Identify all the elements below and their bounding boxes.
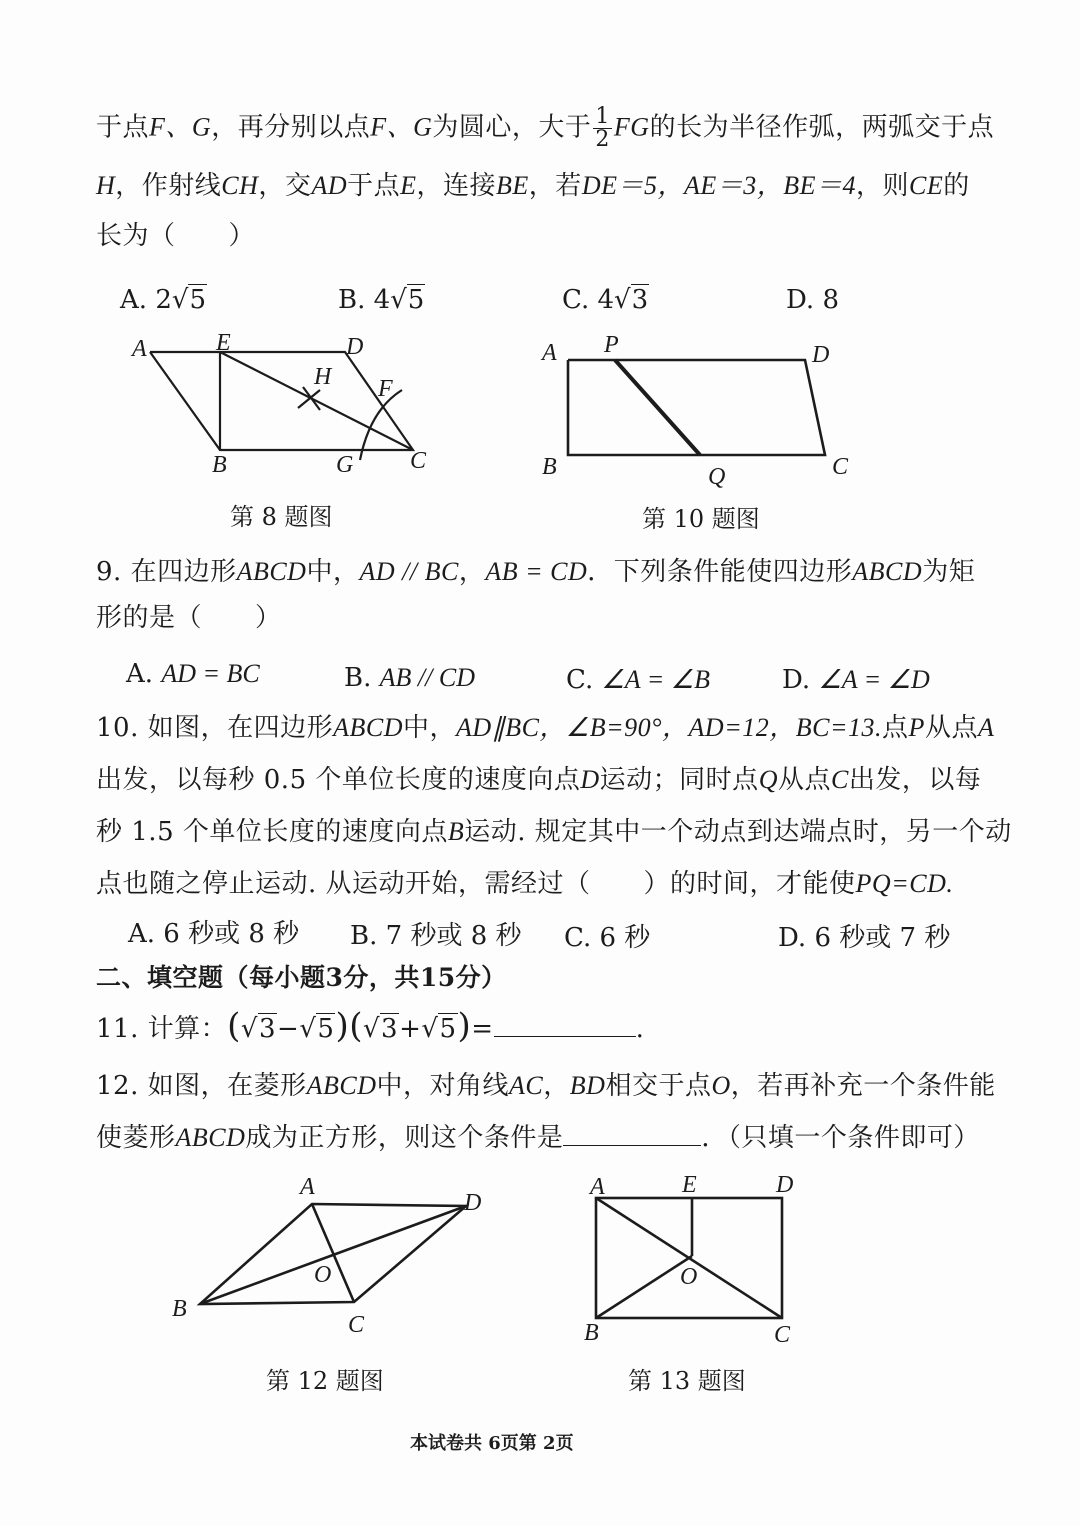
text: 出发，以每秒 0.5 个单位长度的速度向点: [96, 765, 581, 795]
label-a: A: [542, 340, 557, 366]
label-a: A: [590, 1174, 605, 1200]
operator: −: [277, 1014, 300, 1044]
q8-option-d: [786, 282, 839, 318]
label-d: D: [776, 1172, 794, 1198]
label-c: C: [410, 448, 427, 474]
radicand: 3: [631, 285, 649, 315]
operator: =: [471, 1014, 494, 1044]
q8-option-a: [120, 282, 207, 318]
label-p: P: [604, 332, 619, 358]
math: CE: [909, 171, 944, 200]
option-expr: AD = BC: [161, 659, 260, 688]
figure-8-caption: 第 8 题图: [230, 503, 333, 531]
text: 11. 计算：: [96, 1014, 228, 1044]
label-f: F: [378, 376, 393, 402]
figure-12-caption: 第 12 题图: [266, 1367, 384, 1395]
math: E: [400, 171, 417, 200]
fraction-numerator: 1: [595, 104, 610, 129]
figure-13-caption: 第 13 题图: [628, 1367, 746, 1395]
math: F、G: [149, 112, 212, 142]
sqrt: √5: [421, 1014, 457, 1044]
label-c: C: [832, 454, 849, 480]
label-q: Q: [708, 464, 726, 490]
q8-line-1: [96, 106, 1026, 151]
label-e: E: [216, 330, 231, 356]
text: 于点: [347, 171, 401, 201]
text: 10. 如图，在四边形: [96, 713, 334, 743]
math: ABCD: [236, 557, 307, 586]
text: .: [635, 1014, 645, 1044]
answer-blank[interactable]: [563, 1145, 701, 1146]
q10-line-3: [96, 814, 1026, 850]
math: F、G: [370, 112, 433, 142]
text: 从点: [777, 765, 831, 795]
q9-line-2: 形的是（ ）: [96, 603, 282, 633]
option-expr: AB // CD: [379, 663, 475, 692]
math: AD∥BC，∠B=90°，AD=12，BC=13.: [456, 713, 883, 742]
math: A: [977, 713, 995, 742]
option-label: C.: [566, 665, 594, 695]
math: B: [447, 817, 465, 846]
label-d: D: [464, 1190, 482, 1216]
text: 于点: [96, 112, 150, 143]
q8-line-3: 长为（ ）: [96, 221, 256, 251]
label-d: D: [812, 342, 830, 368]
q8-option-c: [562, 282, 649, 318]
option-value: 8: [822, 285, 839, 315]
label-g: G: [336, 452, 354, 478]
q9-option-a: [126, 656, 260, 692]
text: 为圆心，大于: [432, 112, 592, 143]
text: ，再分别以点: [211, 112, 371, 143]
label-b: B: [584, 1320, 599, 1346]
math: O: [711, 1071, 731, 1100]
label-b: B: [542, 454, 557, 480]
text: 的: [943, 171, 970, 201]
radicand: 5: [407, 285, 425, 315]
text: 为矩: [922, 557, 976, 587]
q10-line-2: [96, 762, 1026, 798]
q10-option-b: B. 7 秒或 8 秒: [350, 921, 522, 951]
math: BD: [569, 1071, 606, 1100]
text: 中，对角线: [376, 1071, 510, 1101]
q10-option-a: A. 6 秒或 8 秒: [128, 919, 300, 949]
label-o: O: [314, 1262, 332, 1288]
sqrt: √3: [240, 1014, 277, 1044]
math: Q: [758, 765, 778, 794]
q9-line-1: [96, 554, 1026, 590]
radicand: 5: [189, 285, 206, 315]
q10-line-4: [96, 866, 1026, 902]
text: ．（只填一个条件即可）: [701, 1123, 980, 1153]
sqrt: √3: [614, 285, 649, 315]
math: ABCD: [852, 557, 923, 586]
text: ，若再补充一个条件能: [730, 1071, 996, 1101]
math: D: [580, 765, 600, 794]
radicand: 5: [317, 1014, 335, 1044]
q12-line-1: [96, 1068, 1026, 1104]
q9-option-d: [782, 662, 930, 698]
text: 秒 1.5 个单位长度的速度向点: [96, 817, 448, 847]
text: ，交: [258, 171, 312, 201]
answer-blank[interactable]: [494, 1036, 636, 1037]
page-footer: 本试卷共 6页第 2页: [410, 1433, 574, 1454]
text: ．下列条件能使四边形: [587, 557, 853, 587]
sqrt: √5: [299, 1014, 335, 1044]
radicand: 5: [439, 1014, 457, 1044]
text: 运动；同时点: [599, 765, 759, 795]
option-label: A.: [120, 285, 148, 315]
label-b: B: [172, 1296, 187, 1322]
math: ABCD: [333, 713, 404, 742]
q8-option-b: [338, 282, 425, 318]
text: 使菱形: [96, 1123, 176, 1153]
figure-12-rhombus: [168, 1170, 508, 1350]
label-h: H: [314, 364, 332, 390]
q10-option-d: D. 6 秒或 7 秒: [778, 923, 951, 953]
coefficient: 4: [597, 285, 615, 315]
math: BE: [496, 171, 529, 200]
option-label: C.: [562, 285, 590, 315]
coefficient: 2: [155, 285, 172, 315]
text: 中，: [403, 713, 457, 743]
math: AC: [509, 1071, 544, 1100]
label-c: C: [774, 1322, 791, 1348]
text: 的长为半径作弧，两弧交于点: [649, 112, 995, 143]
q10-option-c: C. 6 秒: [564, 923, 651, 953]
math: CH: [221, 171, 259, 200]
text: ，: [543, 1071, 570, 1101]
text: ，作射线: [115, 171, 222, 201]
math: ABCD: [306, 1071, 377, 1100]
option-label: B.: [344, 663, 372, 693]
q9-option-b: [344, 660, 475, 696]
text: 从点: [924, 713, 978, 743]
text: 成为正方形，则这个条件是: [245, 1123, 564, 1153]
q12-line-2: [96, 1120, 1026, 1156]
section-2-title: 二、填空题（每小题3分，共15分）: [96, 963, 507, 992]
q11-line: 11. 计算：(√3−√5)(√3+√5)= .: [96, 1006, 645, 1046]
option-label: D.: [786, 285, 815, 315]
option-expr: ∠A = ∠D: [818, 665, 930, 694]
math: C: [830, 765, 849, 794]
sqrt: √5: [171, 285, 206, 315]
text: 9. 在四边形: [96, 557, 237, 587]
q9-option-c: [566, 662, 710, 698]
text: ，: [458, 557, 486, 587]
text: 出发，以每: [848, 765, 982, 795]
text: 运动. 规定其中一个动点到达端点时，另一个动: [464, 817, 1012, 847]
sqrt: √3: [362, 1014, 399, 1044]
radicand: 3: [381, 1014, 399, 1044]
fraction: [593, 106, 612, 151]
operator: +: [399, 1014, 422, 1044]
option-label: A.: [126, 659, 154, 689]
option-label: D.: [782, 665, 811, 695]
math: H: [96, 171, 116, 200]
math: FG: [613, 112, 650, 142]
figure-10-caption: 第 10 题图: [642, 505, 760, 533]
math: ABCD: [175, 1123, 246, 1152]
q10-line-1: [96, 710, 1026, 746]
math: P: [908, 713, 925, 742]
text: 相交于点: [605, 1071, 712, 1101]
fraction-denominator: 2: [595, 127, 610, 152]
text: ，连接: [416, 171, 497, 201]
figure-8-parallelogram: [120, 330, 440, 490]
q8-line-2: [96, 168, 1026, 204]
math: AD // BC: [359, 557, 459, 586]
text: 12. 如图，在菱形: [96, 1071, 307, 1101]
math: AB = CD: [485, 557, 588, 586]
radicand: 3: [258, 1014, 277, 1044]
option-label: B.: [338, 285, 366, 315]
label-c: C: [348, 1312, 365, 1338]
option-expr: ∠A = ∠B: [601, 665, 710, 694]
figure-13-rectangle: [576, 1170, 816, 1350]
text: 点也随之停止运动. 从运动开始，需经过（ ）的时间，才能使: [96, 869, 856, 899]
math: AD: [311, 171, 348, 200]
math: DE＝5，AE＝3，BE＝4: [581, 171, 856, 200]
label-o: O: [680, 1264, 698, 1290]
text: ，则: [856, 171, 910, 201]
label-b: B: [212, 452, 227, 478]
coefficient: 4: [373, 285, 391, 315]
figure-10-trapezoid: [540, 330, 860, 490]
text: ，若: [528, 171, 582, 201]
sqrt: √5: [390, 285, 425, 315]
text: 点: [882, 713, 909, 743]
math: PQ=CD.: [855, 869, 954, 898]
label-a: A: [300, 1174, 315, 1200]
label-d: D: [346, 334, 364, 360]
label-a: A: [132, 336, 147, 362]
text: 中，: [306, 557, 360, 587]
label-e: E: [682, 1172, 697, 1198]
